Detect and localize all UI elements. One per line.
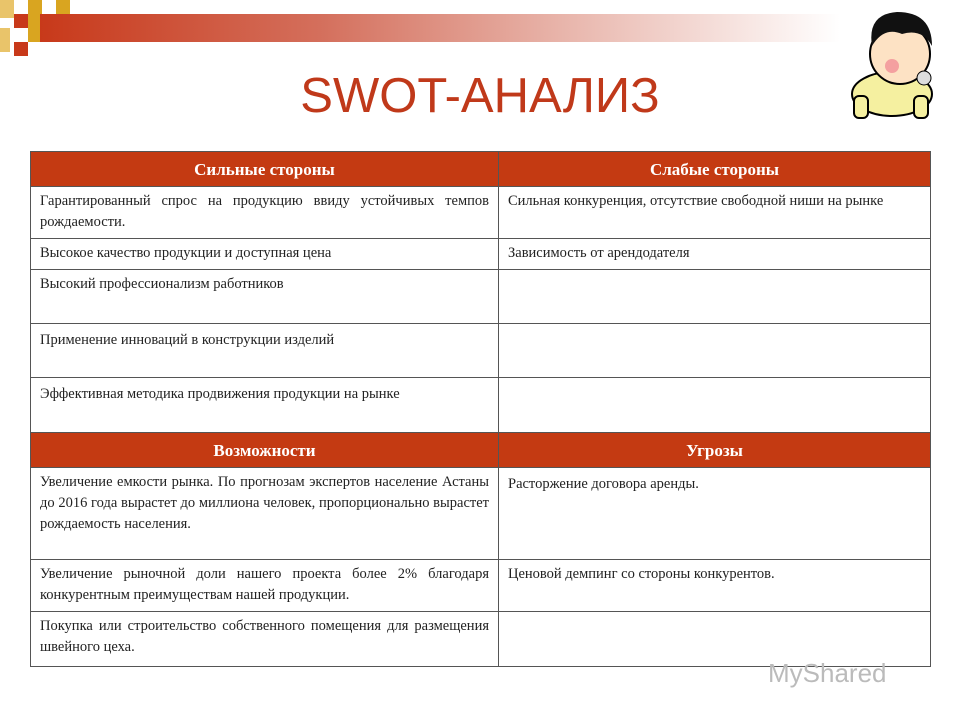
table-row — [31, 468, 931, 560]
threat-cell: Ценовой демпинг со стороны конкурентов. — [499, 560, 931, 612]
strength-cell: Гарантированный спрос на продукцию ввиду устойчивых темпов рождаемости. — [31, 187, 499, 239]
table-row — [31, 187, 931, 239]
weakness-cell — [499, 324, 931, 378]
table-row — [31, 324, 931, 378]
weakness-cell — [499, 270, 931, 324]
strength-cell: Высокий профессионализм работников — [31, 270, 499, 324]
opportunity-cell: Увеличение рыночной доли нашего проекта более 2% благодаря конкурентным преимуществам нашей продукции. — [31, 560, 499, 612]
header-gradient-bar — [40, 14, 840, 42]
threats-header: Угрозы — [499, 433, 931, 468]
page-title: SWOT-АНАЛИЗ — [300, 69, 660, 123]
strength-cell: Высокое качество продукции и доступная цена — [31, 239, 499, 270]
strengths-header: Сильные стороны — [31, 152, 499, 187]
opportunity-cell: Покупка или строительство собственного помещения для размещения швейного цеха. — [31, 612, 499, 667]
weakness-cell: Сильная конкуренция, отсутствие свободной ниши на рынке — [499, 187, 931, 239]
weaknesses-header: Слабые стороны — [499, 152, 931, 187]
strength-cell: Эффективная методика продвижения продукции на рынке — [31, 378, 499, 433]
table-row — [31, 270, 931, 324]
baby-illustration-icon — [832, 6, 950, 124]
weakness-cell — [499, 378, 931, 433]
weakness-cell: Зависимость от арендодателя — [499, 239, 931, 270]
swot-table — [30, 151, 931, 667]
table-row — [31, 378, 931, 433]
strength-cell: Применение инноваций в конструкции изделий — [31, 324, 499, 378]
table-row — [31, 560, 931, 612]
opportunity-cell: Увеличение емкости рынка. По прогнозам экспертов население Астаны до 2016 года вырастет до миллиона человек, пропорционально вырастет рождаемость населения. — [31, 468, 499, 560]
table-row — [31, 239, 931, 270]
opportunities-header: Возможности — [31, 433, 499, 468]
threat-cell: Расторжение договора аренды. — [499, 468, 931, 560]
watermark: MyShared — [768, 658, 887, 688]
